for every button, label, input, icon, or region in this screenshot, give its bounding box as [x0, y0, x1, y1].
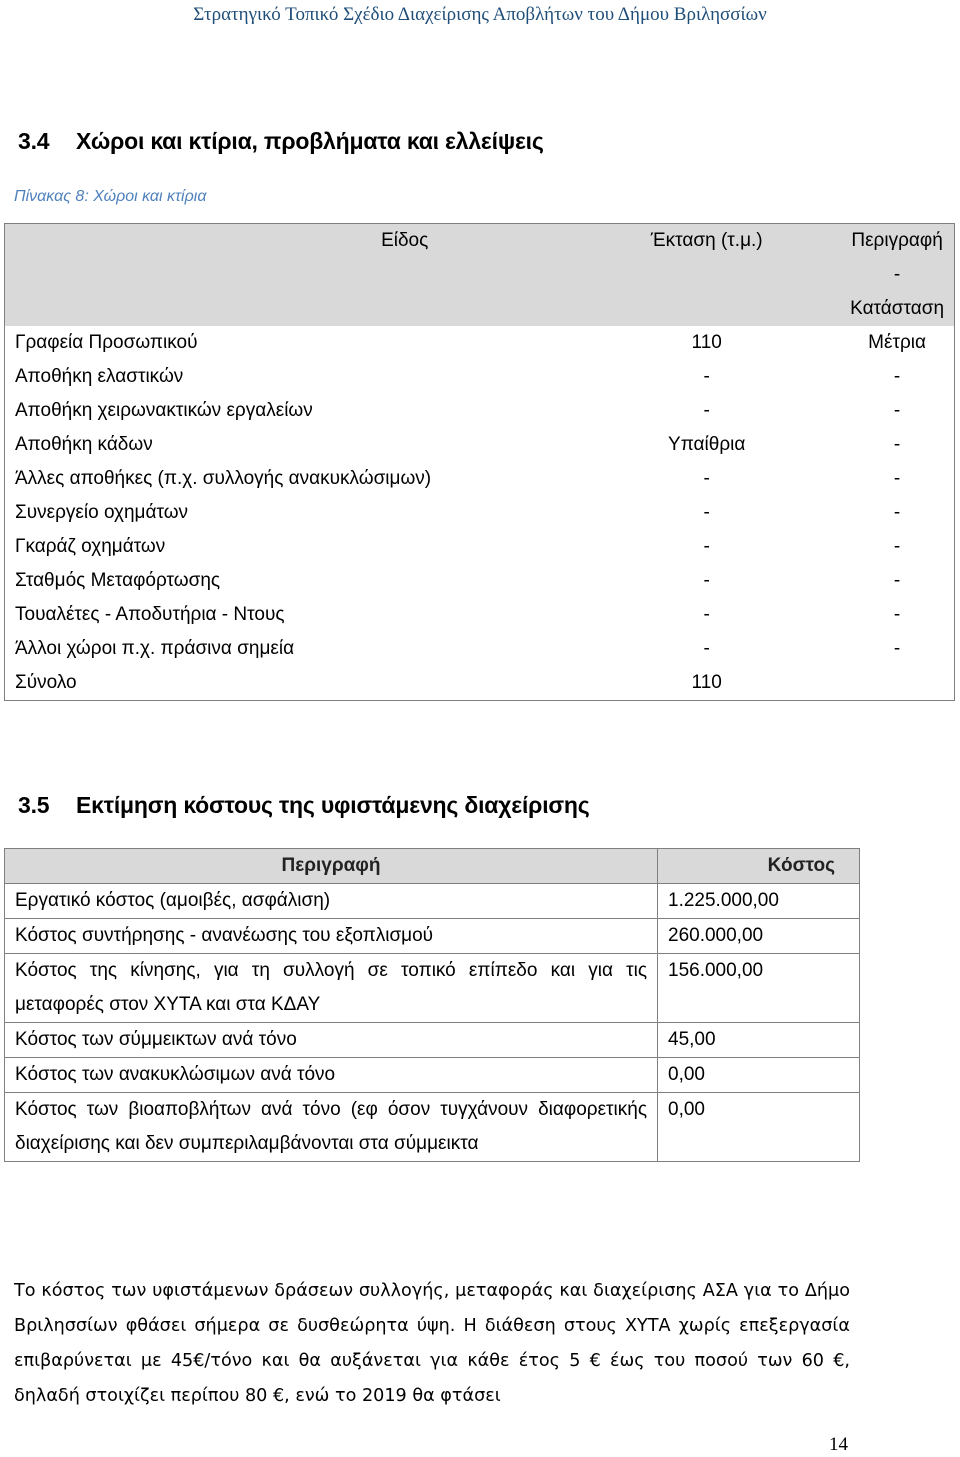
section-title: Χώροι και κτίρια, προβλήματα και ελλείψεις [76, 128, 544, 154]
table-cell: Εργατικό κόστος (αμοιβές, ασφάλιση) [5, 884, 658, 919]
table-cell: Συνεργείο οχημάτων [5, 496, 624, 530]
column-header: Κόστος [658, 849, 860, 884]
section-number: 3.5 [18, 792, 50, 818]
table-cell: - [790, 564, 954, 598]
table-cell: Αποθήκη κάδων [5, 428, 624, 462]
table-cell: - [790, 462, 954, 496]
table-header-row [5, 849, 860, 884]
table-cell: - [703, 400, 710, 421]
section-number: 3.4 [18, 128, 50, 154]
table-cell: - [790, 394, 954, 428]
table-cell: 0,00 [658, 1058, 860, 1093]
table-cell: - [703, 468, 710, 489]
table-cell: 156.000,00 [658, 954, 860, 1023]
table-cell: Γκαράζ οχημάτων [5, 530, 624, 564]
table-cell: - [703, 536, 710, 557]
table-cell: - [703, 570, 710, 591]
table-cell: Μέτρια [790, 326, 954, 360]
table-cell: 260.000,00 [658, 919, 860, 954]
table-cell [790, 666, 954, 701]
table-row [5, 954, 860, 1023]
column-header: Είδος [5, 224, 624, 327]
table-row [5, 462, 955, 496]
table-cell: Γραφεία Προσωπικού [5, 326, 624, 360]
table-caption: Πίνακας 8: Χώροι και κτίρια [14, 188, 207, 205]
table-cell: - [790, 530, 954, 564]
table-row [5, 1093, 860, 1162]
table-cell: - [790, 632, 954, 666]
table-cell: Κόστος των βιοαποβλήτων ανά τόνο (εφ όσον τυγχάνουν διαφορετικής διαχείρισης και δεν συμπεριλαμβάνονται στα σύμμεικτα [5, 1093, 658, 1162]
table-cell: - [790, 428, 954, 462]
column-header: Περιγραφή - Κατάσταση [790, 224, 954, 327]
table-cell: 45,00 [658, 1023, 860, 1058]
cost-table [4, 848, 860, 1162]
table-cell: - [790, 360, 954, 394]
column-header: Έκταση (τ.μ.) [623, 224, 790, 327]
table-row [5, 632, 955, 666]
spaces-table [4, 223, 955, 701]
table-cell: - [790, 496, 954, 530]
table-cell: Αποθήκη ελαστικών [5, 360, 624, 394]
table-row [5, 598, 955, 632]
table-cell: Κόστος της κίνησης, για τη συλλογή σε τοπικό επίπεδο και για τις μεταφορές στον ΧΥΤΑ και στα ΚΔΑΥ [5, 954, 658, 1023]
table-cell: Αποθήκη χειρωνακτικών εργαλείων [5, 394, 624, 428]
table-cell: - [703, 502, 710, 523]
table-row [5, 530, 955, 564]
table-cell: Άλλες αποθήκες (π.χ. συλλογής ανακυκλώσιμων) [5, 462, 624, 496]
table-row [5, 394, 955, 428]
table-cell: - [790, 598, 954, 632]
table-row [5, 1058, 860, 1093]
table-cell: Τουαλέτες - Αποδυτήρια - Ντους [5, 598, 624, 632]
table-row [5, 919, 860, 954]
table-cell: Κόστος των σύμμεικτων ανά τόνο [5, 1023, 658, 1058]
table-cell: Κόστος συντήρησης - ανανέωσης του εξοπλισμού [5, 919, 658, 954]
table-cell: 110 [623, 666, 790, 701]
table-row [5, 428, 955, 462]
running-header: Στρατηγικό Τοπικό Σχέδιο Διαχείρισης Αποβλήτων του Δήμου Βριλησσίων [193, 4, 767, 25]
section-3-4-heading [18, 128, 544, 155]
table-cell: - [703, 366, 710, 387]
table-header-row [5, 224, 955, 327]
table-cell: 1.225.000,00 [658, 884, 860, 919]
table-cell: - [703, 604, 710, 625]
table-cell: 110 [691, 332, 722, 353]
column-header: Περιγραφή [5, 849, 658, 884]
table-cell: Κόστος των ανακυκλώσιμων ανά τόνο [5, 1058, 658, 1093]
table-cell: - [703, 638, 710, 659]
body-paragraph: Το κόστος των υφιστάμενων δράσεων συλλογής, μεταφοράς και διαχείρισης ΑΣΑ για το Δήμο Βριλησσίων φθάσει σήμερα σε δυσθεώρητα ύψη. Η διάθεση στους ΧΥΤΑ χωρίς επεξεργασία επιβαρύνεται με 45€/τόνο και θα αυξάνεται για κάθε έτος 5 € έως του ποσού των 60 €, δηλαδή στοιχίζει περίπου 80 €, ενώ το 2019 θα φτάσει [14, 1281, 850, 1406]
table-row [5, 360, 955, 394]
table-cell: Άλλοι χώροι π.χ. πράσινα σημεία [5, 632, 624, 666]
table-row [5, 496, 955, 530]
table-cell: Σύνολο [5, 666, 624, 701]
table-cell: Σταθμός Μεταφόρτωσης [5, 564, 624, 598]
table-cell: 0,00 [658, 1093, 860, 1162]
section-3-5-heading [18, 792, 590, 819]
table-row [5, 1023, 860, 1058]
table-row [5, 326, 955, 360]
table-cell: Υπαίθρια [668, 434, 746, 455]
table-row [5, 884, 860, 919]
table-row [5, 666, 955, 701]
section-title: Εκτίμηση κόστους της υφιστάμενης διαχείρισης [76, 792, 590, 818]
page-number: 14 [829, 1434, 848, 1455]
table-row [5, 564, 955, 598]
